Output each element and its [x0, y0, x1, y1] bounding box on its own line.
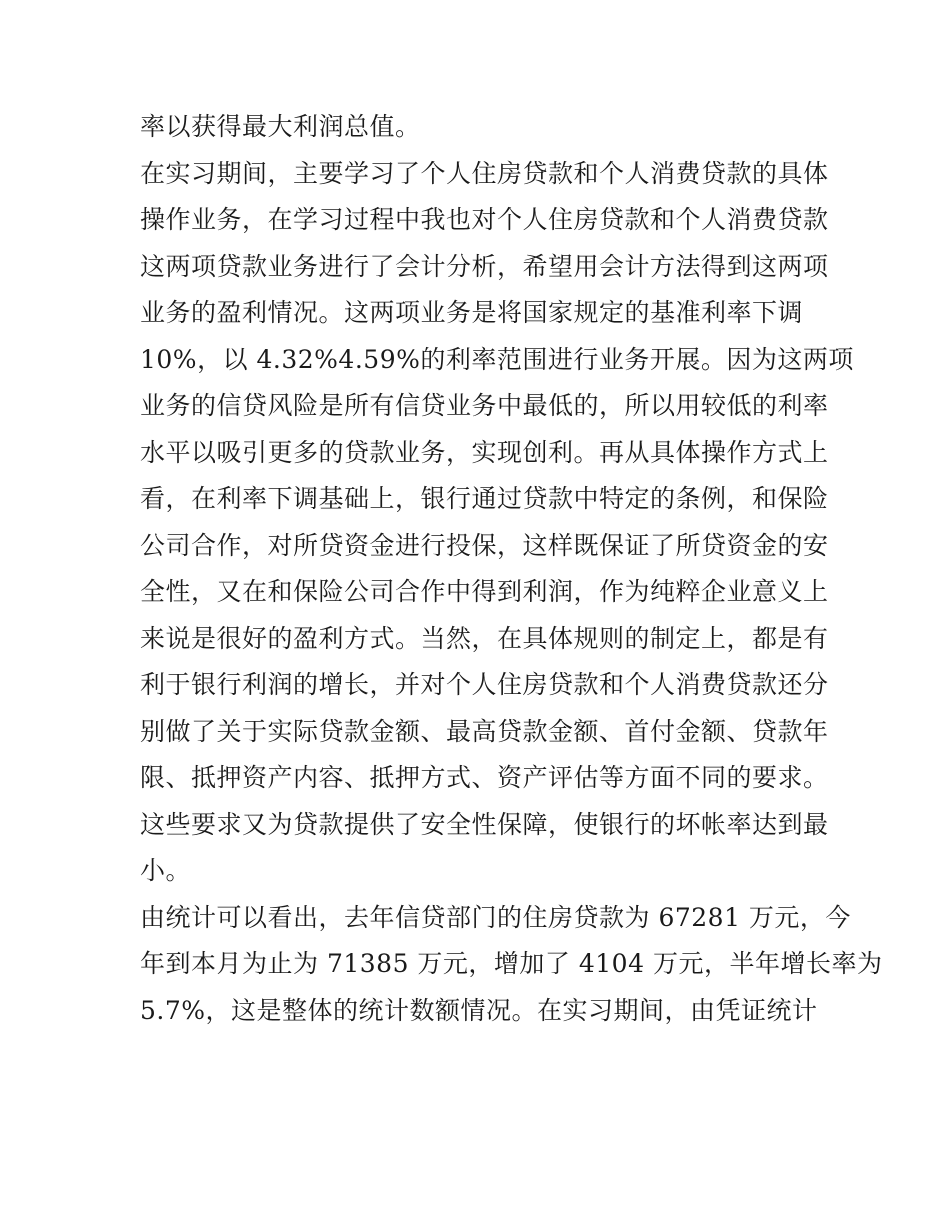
text-line: 公司合作，对所贷资金进行投保，这样既保证了所贷资金的安 [140, 530, 829, 560]
text-line: 小。 [140, 856, 192, 885]
text-line: 限、抵押资产内容、抵押方式、资产评估等方面不同的要求。 [140, 763, 829, 792]
text-line: 利于银行利润的增长，并对个人住房贷款和个人消费贷款还分 [140, 670, 829, 699]
text-line: 在实习期间，主要学习了个人住房贷款和个人消费贷款的具体 [140, 158, 829, 188]
text-line: 这些要求又为贷款提供了安全性保障，使银行的坏帐率达到最 [140, 809, 829, 839]
text-line: 10%，以 4.32%4.59%的利率范围进行业务开展。因为这两项 [140, 344, 854, 374]
text-line: 看，在利率下调基础上，银行通过贷款中特定的条例，和保险 [140, 484, 829, 513]
body-text [140, 104, 883, 1034]
text-line: 业务的信贷风险是所有信贷业务中最低的，所以用较低的利率 [140, 391, 829, 420]
text-line: 来说是很好的盈利方式。当然，在具体规则的制定上，都是有 [140, 623, 829, 653]
text-line: 率以获得最大利润总值。 [140, 112, 421, 141]
text-line: 水平以吸引更多的贷款业务，实现创利。再从具体操作方式上 [140, 437, 829, 467]
text-line: 由统计可以看出，去年信贷部门的住房贷款为 67281 万元，今 [140, 902, 851, 932]
text-line: 业务的盈利情况。这两项业务是将国家规定的基准利率下调 [140, 298, 804, 327]
text-line: 这两项贷款业务进行了会计分析，希望用会计方法得到这两项 [140, 251, 829, 281]
text-line: 年到本月为止为 71385 万元，增加了 4104 万元，半年增长率为 [140, 949, 883, 978]
text-line: 别做了关于实际贷款金额、最高贷款金额、首付金额、贷款年 [140, 716, 829, 746]
text-line: 操作业务，在学习过程中我也对个人住房贷款和个人消费贷款 [140, 205, 829, 234]
text-line: 5.7%，这是整体的统计数额情况。在实习期间，由凭证统计 [140, 995, 818, 1025]
text-line: 全性，又在和保险公司合作中得到利润，作为纯粹企业意义上 [140, 577, 829, 606]
